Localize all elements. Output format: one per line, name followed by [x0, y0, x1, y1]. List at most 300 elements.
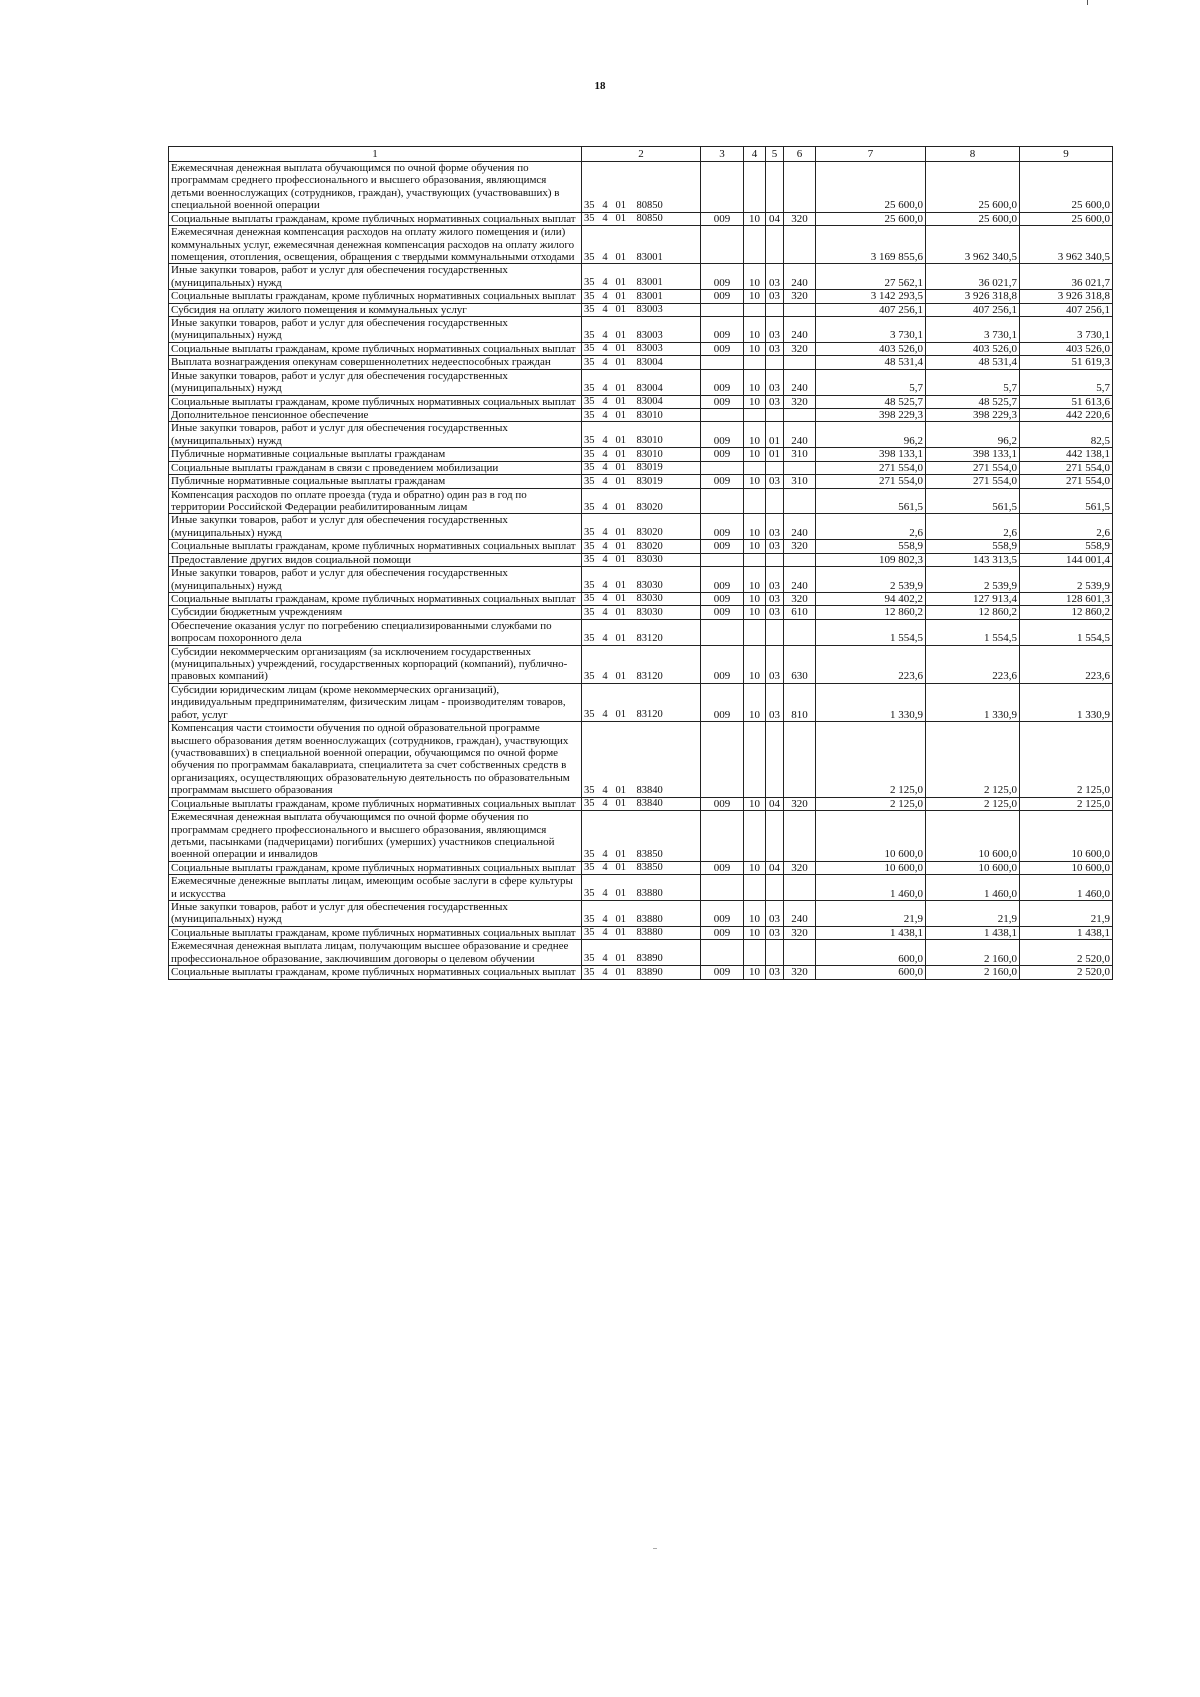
row-section-code: 10 [744, 861, 766, 874]
row-name: Публичные нормативные социальные выплаты гражданам [169, 475, 582, 488]
row-amount-col8: 36 021,7 [926, 264, 1020, 290]
row-amount-col7: 407 256,1 [816, 303, 926, 316]
row-expense-type [784, 875, 816, 901]
row-expense-type [784, 303, 816, 316]
row-expense-type: 320 [784, 966, 816, 979]
row-code: 35 4 01 83030 [582, 567, 701, 593]
row-section-code: 10 [744, 369, 766, 395]
row-amount-col8: 10 600,0 [926, 811, 1020, 862]
row-amount-col9: 51 613,6 [1020, 395, 1113, 408]
row-amount-col7: 561,5 [816, 488, 926, 514]
row-amount-col7: 10 600,0 [816, 861, 926, 874]
row-expense-type: 320 [784, 290, 816, 303]
row-expense-type: 320 [784, 861, 816, 874]
row-ministry-code: 009 [701, 797, 744, 810]
row-expense-type [784, 488, 816, 514]
row-amount-col9: 271 554,0 [1020, 461, 1113, 474]
row-expense-type [784, 940, 816, 966]
row-section-code [744, 940, 766, 966]
table-row [169, 567, 1113, 593]
row-code: 35 4 01 83001 [582, 226, 701, 264]
row-amount-col9: 2 125,0 [1020, 722, 1113, 798]
row-amount-col7: 25 600,0 [816, 212, 926, 225]
row-subsection-code: 01 [766, 448, 784, 461]
row-ministry-code [701, 875, 744, 901]
row-subsection-code: 03 [766, 514, 784, 540]
table-row [169, 317, 1113, 343]
row-ministry-code: 009 [701, 966, 744, 979]
budget-table [168, 146, 1113, 980]
header-col-9: 9 [1020, 147, 1113, 162]
header-col-8: 8 [926, 147, 1020, 162]
table-row [169, 290, 1113, 303]
header-col-6: 6 [784, 147, 816, 162]
row-amount-col9: 2 520,0 [1020, 940, 1113, 966]
row-ministry-code [701, 722, 744, 798]
row-amount-col8: 2,6 [926, 514, 1020, 540]
row-name: Компенсация расходов по оплате проезда (туда и обратно) один раз в год по территории Российской Федерации реабилитированным лицам [169, 488, 582, 514]
row-expense-type [784, 226, 816, 264]
row-amount-col8: 143 313,5 [926, 553, 1020, 566]
row-amount-col8: 271 554,0 [926, 461, 1020, 474]
row-subsection-code: 03 [766, 264, 784, 290]
table-row [169, 553, 1113, 566]
row-subsection-code: 03 [766, 926, 784, 939]
row-subsection-code: 04 [766, 861, 784, 874]
row-code: 35 4 01 83890 [582, 966, 701, 979]
row-subsection-code: 03 [766, 606, 784, 619]
table-row [169, 875, 1113, 901]
row-code: 35 4 01 83120 [582, 683, 701, 721]
row-amount-col8: 2 125,0 [926, 797, 1020, 810]
row-expense-type: 320 [784, 797, 816, 810]
table-row [169, 162, 1113, 213]
table-body [169, 162, 1113, 980]
row-code: 35 4 01 83120 [582, 619, 701, 645]
row-code: 35 4 01 83019 [582, 475, 701, 488]
row-expense-type: 320 [784, 212, 816, 225]
table-row [169, 422, 1113, 448]
row-subsection-code: 03 [766, 567, 784, 593]
row-expense-type: 630 [784, 645, 816, 683]
row-subsection-code: 03 [766, 369, 784, 395]
page-number: 18 [594, 80, 606, 92]
row-name: Субсидии юридическим лицам (кроме некоммерческих организаций), индивидуальным предпринимателям, физическим лицам - производителям товаров, работ, услуг [169, 683, 582, 721]
row-ministry-code: 009 [701, 540, 744, 553]
row-amount-col7: 2 539,9 [816, 567, 926, 593]
row-amount-col9: 25 600,0 [1020, 212, 1113, 225]
row-amount-col9: 2 125,0 [1020, 797, 1113, 810]
row-amount-col7: 1 554,5 [816, 619, 926, 645]
table-row [169, 488, 1113, 514]
row-amount-col9: 10 600,0 [1020, 861, 1113, 874]
row-code: 35 4 01 83020 [582, 514, 701, 540]
row-ministry-code [701, 940, 744, 966]
row-amount-col7: 271 554,0 [816, 475, 926, 488]
row-section-code: 10 [744, 290, 766, 303]
row-ministry-code: 009 [701, 448, 744, 461]
row-subsection-code: 03 [766, 592, 784, 605]
table-row [169, 797, 1113, 810]
row-amount-col8: 561,5 [926, 488, 1020, 514]
row-code: 35 4 01 83840 [582, 722, 701, 798]
row-amount-col9: 442 138,1 [1020, 448, 1113, 461]
table-row [169, 212, 1113, 225]
row-name: Иные закупки товаров, работ и услуг для обеспечения государственных (муниципальных) нужд [169, 514, 582, 540]
row-section-code [744, 461, 766, 474]
row-amount-col7: 48 531,4 [816, 356, 926, 369]
table-row [169, 606, 1113, 619]
row-name: Публичные нормативные социальные выплаты гражданам [169, 448, 582, 461]
row-expense-type [784, 409, 816, 422]
row-amount-col8: 2 160,0 [926, 966, 1020, 979]
row-ministry-code [701, 409, 744, 422]
row-ministry-code: 009 [701, 645, 744, 683]
row-code: 35 4 01 83030 [582, 606, 701, 619]
row-name: Социальные выплаты гражданам, кроме публичных нормативных социальных выплат [169, 861, 582, 874]
row-name: Социальные выплаты гражданам, кроме публичных нормативных социальных выплат [169, 926, 582, 939]
table-row [169, 645, 1113, 683]
row-amount-col7: 1 330,9 [816, 683, 926, 721]
row-ministry-code: 009 [701, 514, 744, 540]
table-row [169, 592, 1113, 605]
row-name: Социальные выплаты гражданам, кроме публичных нормативных социальных выплат [169, 966, 582, 979]
row-amount-col7: 1 460,0 [816, 875, 926, 901]
row-ministry-code [701, 811, 744, 862]
row-section-code [744, 722, 766, 798]
row-expense-type: 320 [784, 395, 816, 408]
row-ministry-code: 009 [701, 567, 744, 593]
table-row [169, 966, 1113, 979]
row-ministry-code: 009 [701, 861, 744, 874]
row-amount-col7: 558,9 [816, 540, 926, 553]
row-ministry-code: 009 [701, 395, 744, 408]
row-amount-col7: 27 562,1 [816, 264, 926, 290]
row-subsection-code: 03 [766, 966, 784, 979]
row-amount-col8: 3 962 340,5 [926, 226, 1020, 264]
row-ministry-code: 009 [701, 901, 744, 927]
row-ministry-code [701, 356, 744, 369]
row-expense-type [784, 356, 816, 369]
row-code: 35 4 01 83004 [582, 356, 701, 369]
row-section-code: 10 [744, 966, 766, 979]
row-ministry-code: 009 [701, 212, 744, 225]
row-code: 35 4 01 83840 [582, 797, 701, 810]
row-amount-col9: 21,9 [1020, 901, 1113, 927]
table-row [169, 619, 1113, 645]
row-code: 35 4 01 83850 [582, 861, 701, 874]
row-name: Ежемесячная денежная компенсация расходов на оплату жилого помещения и (или) коммунальных услуг, ежемесячная денежная компенсация расходов на оплату жилого помещения, отопления, освещения, обращения с твердыми коммунальными отходами [169, 226, 582, 264]
row-expense-type: 810 [784, 683, 816, 721]
row-amount-col8: 2 160,0 [926, 940, 1020, 966]
row-amount-col7: 223,6 [816, 645, 926, 683]
row-name: Иные закупки товаров, работ и услуг для обеспечения государственных (муниципальных) нужд [169, 422, 582, 448]
row-section-code [744, 488, 766, 514]
row-subsection-code [766, 461, 784, 474]
row-code: 35 4 01 83020 [582, 488, 701, 514]
row-amount-col8: 25 600,0 [926, 162, 1020, 213]
row-amount-col8: 5,7 [926, 369, 1020, 395]
row-amount-col7: 271 554,0 [816, 461, 926, 474]
row-name: Социальные выплаты гражданам, кроме публичных нормативных социальных выплат [169, 212, 582, 225]
row-ministry-code: 009 [701, 342, 744, 355]
row-name: Социальные выплаты гражданам, кроме публичных нормативных социальных выплат [169, 540, 582, 553]
row-amount-col8: 2 539,9 [926, 567, 1020, 593]
row-name: Компенсация части стоимости обучения по одной образовательной программе высшего образования детям военнослужащих (сотрудников, граждан), участвующих (участвовавших) в специальной военной операции, обучающимся по очной форме обучения по программам бакалавриата, специалитета за счет собственных средств в организациях, осуществляющих образовательную деятельность по образовательным программам высшего образования [169, 722, 582, 798]
row-section-code [744, 356, 766, 369]
row-amount-col9: 558,9 [1020, 540, 1113, 553]
row-section-code [744, 409, 766, 422]
row-amount-col9: 223,6 [1020, 645, 1113, 683]
row-amount-col9: 25 600,0 [1020, 162, 1113, 213]
row-code: 35 4 01 83019 [582, 461, 701, 474]
row-subsection-code [766, 722, 784, 798]
row-section-code [744, 875, 766, 901]
row-expense-type [784, 162, 816, 213]
row-expense-type: 240 [784, 317, 816, 343]
row-amount-col8: 10 600,0 [926, 861, 1020, 874]
row-section-code: 10 [744, 395, 766, 408]
row-code: 35 4 01 80850 [582, 212, 701, 225]
row-amount-col7: 94 402,2 [816, 592, 926, 605]
row-name: Социальные выплаты гражданам, кроме публичных нормативных социальных выплат [169, 797, 582, 810]
row-amount-col9: 3 730,1 [1020, 317, 1113, 343]
row-subsection-code: 03 [766, 342, 784, 355]
row-subsection-code: 03 [766, 645, 784, 683]
row-subsection-code [766, 409, 784, 422]
row-amount-col7: 398 133,1 [816, 448, 926, 461]
table-row [169, 940, 1113, 966]
table-row [169, 683, 1113, 721]
row-section-code: 10 [744, 592, 766, 605]
row-code: 35 4 01 83850 [582, 811, 701, 862]
row-amount-col9: 2 539,9 [1020, 567, 1113, 593]
row-ministry-code: 009 [701, 422, 744, 448]
row-ministry-code [701, 226, 744, 264]
row-amount-col9: 2 520,0 [1020, 966, 1113, 979]
row-amount-col8: 48 525,7 [926, 395, 1020, 408]
row-amount-col9: 407 256,1 [1020, 303, 1113, 316]
row-amount-col8: 2 125,0 [926, 722, 1020, 798]
row-expense-type: 320 [784, 592, 816, 605]
row-subsection-code: 01 [766, 422, 784, 448]
row-subsection-code [766, 940, 784, 966]
row-amount-col8: 223,6 [926, 645, 1020, 683]
row-expense-type [784, 553, 816, 566]
row-ministry-code: 009 [701, 369, 744, 395]
row-subsection-code: 03 [766, 475, 784, 488]
row-amount-col9: 1 460,0 [1020, 875, 1113, 901]
row-amount-col9: 82,5 [1020, 422, 1113, 448]
row-name: Социальные выплаты гражданам, кроме публичных нормативных социальных выплат [169, 592, 582, 605]
row-ministry-code [701, 619, 744, 645]
table-row [169, 448, 1113, 461]
row-amount-col7: 600,0 [816, 966, 926, 979]
table-row [169, 226, 1113, 264]
row-subsection-code [766, 619, 784, 645]
row-name: Дополнительное пенсионное обеспечение [169, 409, 582, 422]
row-name: Обеспечение оказания услуг по погребению специализированными службами по вопросам похоронного дела [169, 619, 582, 645]
row-subsection-code [766, 488, 784, 514]
row-code: 35 4 01 83010 [582, 448, 701, 461]
row-amount-col8: 12 860,2 [926, 606, 1020, 619]
row-amount-col9: 51 619,3 [1020, 356, 1113, 369]
row-ministry-code [701, 553, 744, 566]
row-expense-type [784, 619, 816, 645]
row-subsection-code: 04 [766, 797, 784, 810]
row-amount-col7: 403 526,0 [816, 342, 926, 355]
row-expense-type [784, 461, 816, 474]
row-section-code: 10 [744, 475, 766, 488]
row-amount-col9: 12 860,2 [1020, 606, 1113, 619]
row-expense-type: 610 [784, 606, 816, 619]
row-name: Предоставление других видов социальной помощи [169, 553, 582, 566]
table-row [169, 514, 1113, 540]
table-row [169, 722, 1113, 798]
row-expense-type: 310 [784, 448, 816, 461]
table-row [169, 861, 1113, 874]
row-subsection-code: 03 [766, 290, 784, 303]
table-row [169, 811, 1113, 862]
row-expense-type: 240 [784, 514, 816, 540]
row-expense-type [784, 722, 816, 798]
row-subsection-code: 03 [766, 317, 784, 343]
table-row [169, 409, 1113, 422]
row-amount-col9: 36 021,7 [1020, 264, 1113, 290]
row-section-code: 10 [744, 540, 766, 553]
header-col-4: 4 [744, 147, 766, 162]
row-subsection-code [766, 226, 784, 264]
row-amount-col9: 271 554,0 [1020, 475, 1113, 488]
row-amount-col7: 3 169 855,6 [816, 226, 926, 264]
row-name: Субсидия на оплату жилого помещения и коммунальных услуг [169, 303, 582, 316]
row-section-code: 10 [744, 514, 766, 540]
row-ministry-code [701, 162, 744, 213]
row-amount-col8: 558,9 [926, 540, 1020, 553]
scan-dot [653, 1548, 657, 1549]
table-row [169, 342, 1113, 355]
row-amount-col7: 3 142 293,5 [816, 290, 926, 303]
row-amount-col7: 48 525,7 [816, 395, 926, 408]
row-amount-col8: 25 600,0 [926, 212, 1020, 225]
row-amount-col8: 96,2 [926, 422, 1020, 448]
row-name: Субсидии некоммерческим организациям (за исключением государственных (муниципальных) учреждений, государственных корпораций (компаний), публично-правовых компаний) [169, 645, 582, 683]
row-ministry-code: 009 [701, 317, 744, 343]
row-section-code: 10 [744, 645, 766, 683]
row-amount-col7: 12 860,2 [816, 606, 926, 619]
row-amount-col8: 398 229,3 [926, 409, 1020, 422]
row-code: 35 4 01 80850 [582, 162, 701, 213]
row-amount-col8: 48 531,4 [926, 356, 1020, 369]
row-code: 35 4 01 83003 [582, 303, 701, 316]
header-col-1: 1 [169, 147, 582, 162]
row-expense-type: 240 [784, 264, 816, 290]
row-section-code: 10 [744, 212, 766, 225]
row-code: 35 4 01 83004 [582, 395, 701, 408]
row-expense-type: 320 [784, 540, 816, 553]
row-amount-col9: 5,7 [1020, 369, 1113, 395]
row-subsection-code: 04 [766, 212, 784, 225]
table-row [169, 303, 1113, 316]
row-amount-col9: 144 001,4 [1020, 553, 1113, 566]
row-amount-col8: 21,9 [926, 901, 1020, 927]
row-amount-col8: 3 926 318,8 [926, 290, 1020, 303]
row-subsection-code [766, 162, 784, 213]
row-amount-col8: 407 256,1 [926, 303, 1020, 316]
row-expense-type: 320 [784, 926, 816, 939]
table-row [169, 461, 1113, 474]
row-amount-col7: 2 125,0 [816, 722, 926, 798]
row-amount-col7: 2,6 [816, 514, 926, 540]
row-expense-type: 240 [784, 422, 816, 448]
row-code: 35 4 01 83010 [582, 409, 701, 422]
row-ministry-code: 009 [701, 606, 744, 619]
row-ministry-code: 009 [701, 290, 744, 303]
row-ministry-code: 009 [701, 926, 744, 939]
row-section-code [744, 226, 766, 264]
header-col-2: 2 [582, 147, 701, 162]
row-name: Ежемесячная денежная выплата обучающимся по очной форме обучения по программам среднего профессионального и высшего образования, являющимся детьми военнослужащих (сотрудников, граждан), участвующих (участвовавших) в специальной военной операции [169, 162, 582, 213]
row-amount-col7: 10 600,0 [816, 811, 926, 862]
row-name: Иные закупки товаров, работ и услуг для обеспечения государственных (муниципальных) нужд [169, 317, 582, 343]
row-code: 35 4 01 83020 [582, 540, 701, 553]
row-expense-type: 320 [784, 342, 816, 355]
row-section-code: 10 [744, 422, 766, 448]
row-code: 35 4 01 83890 [582, 940, 701, 966]
row-name: Социальные выплаты гражданам в связи с проведением мобилизации [169, 461, 582, 474]
row-amount-col9: 10 600,0 [1020, 811, 1113, 862]
header-col-3: 3 [701, 147, 744, 162]
row-code: 35 4 01 83003 [582, 317, 701, 343]
row-amount-col9: 128 601,3 [1020, 592, 1113, 605]
row-ministry-code: 009 [701, 592, 744, 605]
row-amount-col7: 21,9 [816, 901, 926, 927]
row-amount-col8: 3 730,1 [926, 317, 1020, 343]
row-amount-col9: 1 330,9 [1020, 683, 1113, 721]
row-code: 35 4 01 83001 [582, 290, 701, 303]
row-section-code [744, 303, 766, 316]
row-code: 35 4 01 83001 [582, 264, 701, 290]
row-amount-col7: 96,2 [816, 422, 926, 448]
row-ministry-code [701, 461, 744, 474]
table-row [169, 264, 1113, 290]
row-amount-col7: 1 438,1 [816, 926, 926, 939]
scan-tick-mark [1087, 0, 1088, 5]
row-name: Иные закупки товаров, работ и услуг для обеспечения государственных (муниципальных) нужд [169, 567, 582, 593]
row-amount-col9: 442 220,6 [1020, 409, 1113, 422]
table-row [169, 475, 1113, 488]
row-amount-col9: 3 962 340,5 [1020, 226, 1113, 264]
table-row [169, 395, 1113, 408]
row-name: Выплата вознаграждения опекунам совершеннолетних недееспособных граждан [169, 356, 582, 369]
row-section-code: 10 [744, 264, 766, 290]
row-section-code [744, 811, 766, 862]
row-name: Ежемесячная денежная выплата обучающимся по очной форме обучения по программам среднего профессионального и высшего образования, являющимся детьми, пасынками (падчерицами) погибших (умерших) участников специальной военной операции и инвалидов [169, 811, 582, 862]
row-amount-col9: 561,5 [1020, 488, 1113, 514]
row-code: 35 4 01 83003 [582, 342, 701, 355]
row-code: 35 4 01 83030 [582, 592, 701, 605]
row-expense-type: 240 [784, 369, 816, 395]
row-amount-col8: 1 554,5 [926, 619, 1020, 645]
row-section-code: 10 [744, 901, 766, 927]
row-name: Субсидии бюджетным учреждениям [169, 606, 582, 619]
row-ministry-code [701, 303, 744, 316]
row-name: Ежемесячные денежные выплаты лицам, имеющим особые заслуги в сфере культуры и искусства [169, 875, 582, 901]
row-section-code: 10 [744, 797, 766, 810]
row-amount-col7: 3 730,1 [816, 317, 926, 343]
row-amount-col7: 2 125,0 [816, 797, 926, 810]
row-code: 35 4 01 83004 [582, 369, 701, 395]
